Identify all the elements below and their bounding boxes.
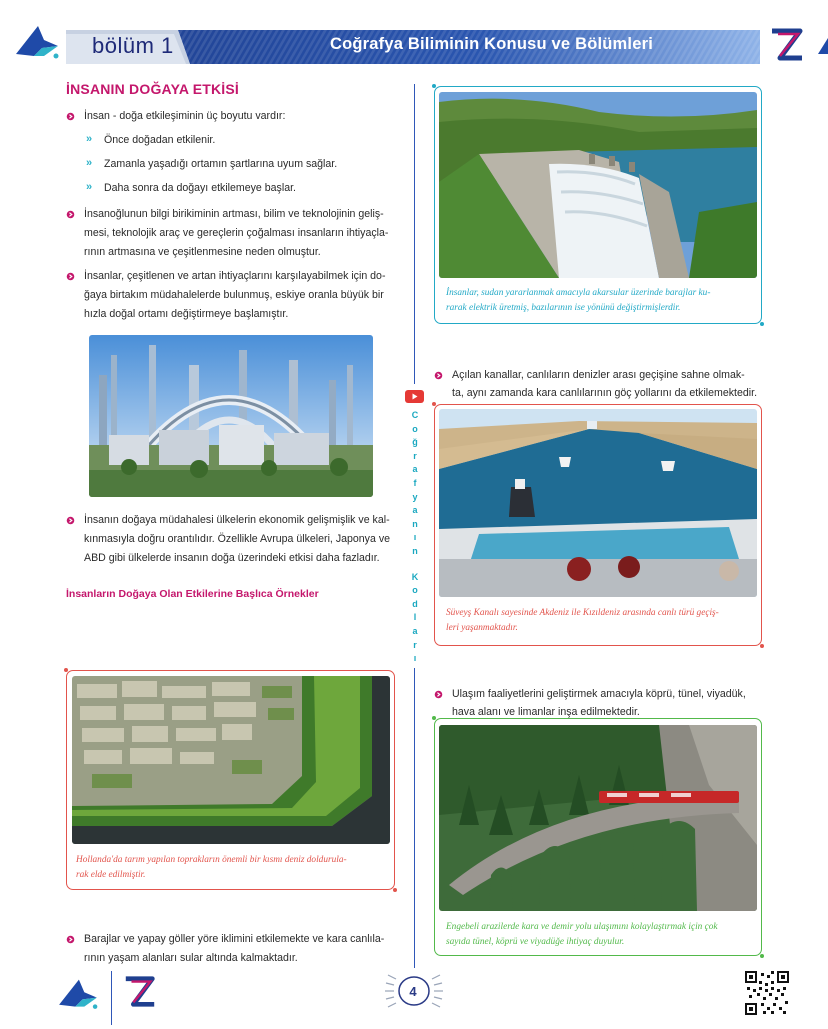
vertical-caption-letter: n	[412, 518, 418, 529]
vertical-caption-letter: o	[412, 585, 418, 596]
suez-caption: Süveyş Kanalı sayesinde Akdeniz ile Kızıldeniz arasında canlı türü geçiş- leri yaşanmaktadır.	[446, 608, 719, 633]
viaduct-caption: Engebeli arazilerde kara ve demir yolu ulaşımını kolaylaştırmak için çok sayıda tünel, köprü ve viyadüğe ihtiyaç duyulur.	[446, 922, 718, 947]
vertical-caption-letter: y	[412, 491, 418, 502]
viaduct-image	[439, 725, 757, 911]
bullet-icon	[66, 210, 75, 219]
vertical-caption-letter: ı	[413, 532, 417, 543]
dam-caption: İnsanlar, sudan yararlanmak amacıyla akarsular üzerinde barajlar ku- rarak elektrik üretmiş, bazılarının ise yönünü değiştirmişlerdir.	[446, 288, 711, 313]
z-logo-icon	[768, 26, 806, 64]
section-title: İNSANIN DOĞAYA ETKİSİ	[66, 81, 240, 97]
vertical-caption-letter: a	[412, 626, 418, 636]
suez-canal-image	[439, 409, 757, 597]
vertical-caption-letter: l	[413, 612, 417, 623]
youtube-play-icon[interactable]	[405, 390, 424, 403]
paragraph: Açılan kanallar, canlıların denizler arası geçişine sahne olmak- ta, aynı zamanda kara canlılarının göç yollarını da etkilemektedir.	[452, 369, 758, 399]
arrow-logo-icon	[816, 36, 828, 56]
bullet-icon	[434, 371, 443, 380]
vertical-caption-letter: r	[413, 450, 417, 461]
column-divider	[414, 84, 415, 384]
bullet-icon	[66, 112, 75, 121]
vertical-caption-letter: n	[412, 546, 418, 556]
paragraph: Barajlar ve yapay göller yöre iklimini etkilemekte ve kara canlıla- rının yaşam alanları sular altında kalmaktadır.	[84, 933, 385, 964]
bullet-icon	[66, 935, 75, 944]
polder-aerial-image	[72, 676, 390, 844]
paragraph: Ulaşım faaliyetlerini geliştirmek amacıyla köprü, tünel, viyadük, hava alanı ve limanlar inşa edilmektedir.	[452, 688, 746, 718]
vertical-caption-letter: ı	[413, 653, 417, 664]
sub-item: Önce doğadan etkilenir.	[104, 134, 216, 146]
paragraph: İnsanlar, çeşitlenen ve artan ihtiyaçlarını karşılayabilmek için do- ğaya birtakım müdahalelerde bulunmuş, eskiye oranla büyük bir hızla doğal ortamı değiştirmeye başlamıştır.	[84, 270, 386, 320]
bullet-icon	[66, 516, 75, 525]
intro-text: İnsan - doğa etkileşiminin üç boyutu vardır:	[84, 110, 286, 122]
vertical-caption-letter: d	[412, 598, 418, 609]
futuristic-city-image	[89, 335, 373, 497]
column-divider	[414, 668, 415, 968]
chapter-label: bölüm 1	[92, 33, 174, 58]
arrow-logo-icon	[14, 22, 60, 62]
paragraph: İnsanın doğaya müdahalesi ülkelerin ekonomik gelişmişlik ve kal- kınmasıyla doğru orantılıdır. Özellikle Avrupa ülkeleri, Japonya ve ABD gibi ülkelerde insanın doğa üzerindeki etkisi daha fazladır.	[84, 514, 391, 564]
dam-image	[439, 92, 757, 278]
vertical-caption-letter: r	[413, 639, 417, 650]
chevron-right-icon: »	[86, 181, 93, 193]
sub-item: Daha sonra da doğayı etkilemeye başlar.	[104, 182, 296, 194]
vertical-caption-letter: f	[413, 478, 417, 488]
chevron-right-icon: »	[86, 133, 93, 145]
bullet-icon	[66, 272, 75, 281]
vertical-caption-letter: a	[412, 505, 418, 516]
vertical-caption-letter: ğ	[412, 437, 418, 448]
bullet-icon	[434, 690, 443, 699]
z-logo-icon	[122, 974, 158, 1010]
arrow-logo-icon	[56, 976, 100, 1012]
footer-separator	[111, 971, 112, 1025]
vertical-caption-letter: K	[411, 571, 419, 582]
vertical-caption-letter: o	[412, 423, 418, 434]
paragraph: İnsanoğlunun bilgi birikiminin artması, bilim ve teknolojinin geliş- mesi, teknolojik araç ve gereçlerin çoğalması insanların ihtiyaçla- rının artmasına ve çeşitlenmesine neden olmuştur.	[84, 208, 389, 258]
chevron-right-icon: »	[86, 157, 93, 169]
examples-subheading: İnsanların Doğaya Olan Etkilerine Başlıca Örnekler	[66, 588, 319, 600]
vertical-caption-letter: a	[412, 464, 418, 475]
vertical-caption-letter: C	[411, 410, 419, 420]
sub-item: Zamanla yaşadığı ortamın şartlarına uyum sağlar.	[104, 158, 338, 170]
chapter-title: Coğrafya Biliminin Konusu ve Bölümleri	[330, 35, 653, 53]
polder-caption: Hollanda'da tarım yapılan toprakların önemli bir kısmı deniz doldurula- rak elde edilmiştir.	[76, 855, 347, 880]
page-number: 4	[409, 984, 417, 999]
qr-code-icon[interactable]	[745, 971, 789, 1015]
